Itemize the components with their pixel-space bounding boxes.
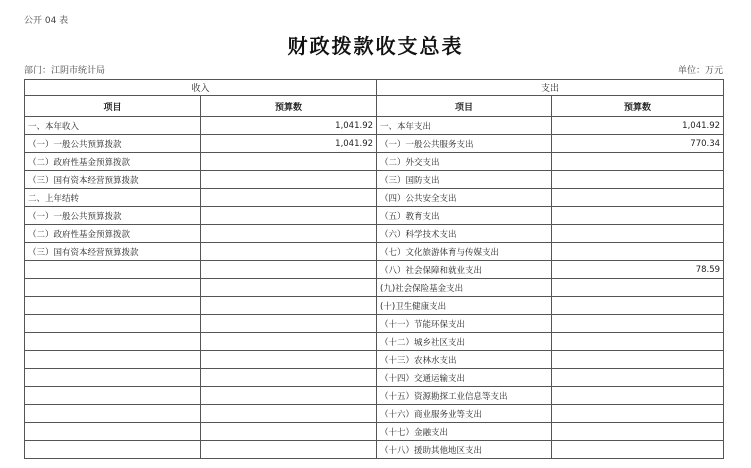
expense-header: 支出 bbox=[377, 80, 724, 96]
income-value-cell bbox=[201, 441, 377, 459]
table-row bbox=[25, 153, 724, 171]
income-item-cell bbox=[25, 351, 201, 369]
income-budget-col: 预算数 bbox=[201, 96, 377, 117]
table-row bbox=[25, 279, 724, 297]
expense-budget-col: 预算数 bbox=[552, 96, 724, 117]
expense-item-cell: (九)社会保险基金支出 bbox=[377, 279, 552, 297]
income-value-cell bbox=[201, 333, 377, 351]
table-row bbox=[25, 333, 724, 351]
expense-item-cell: （三）国防支出 bbox=[377, 171, 552, 189]
expense-value-cell bbox=[552, 189, 724, 207]
expense-item-cell: （五）教育支出 bbox=[377, 207, 552, 225]
expense-item-cell: （十二）城乡社区支出 bbox=[377, 333, 552, 351]
table-row bbox=[25, 243, 724, 261]
expense-item-cell: （六）科学技术支出 bbox=[377, 225, 552, 243]
income-value-cell: 1,041.92 bbox=[201, 135, 377, 153]
budget-table bbox=[24, 79, 724, 459]
income-item-cell: （二）政府性基金预算拨款 bbox=[25, 225, 201, 243]
income-item-cell bbox=[25, 441, 201, 459]
table-row bbox=[25, 315, 724, 333]
income-value-cell bbox=[201, 423, 377, 441]
expense-item-cell: （四）公共安全支出 bbox=[377, 189, 552, 207]
income-value-cell bbox=[201, 207, 377, 225]
table-row bbox=[25, 423, 724, 441]
expense-value-cell bbox=[552, 351, 724, 369]
expense-item-cell: （十三）农林水支出 bbox=[377, 351, 552, 369]
income-value-cell bbox=[201, 405, 377, 423]
department-label: 部门：江阴市统计局 bbox=[24, 66, 106, 76]
expense-value-cell: 770.34 bbox=[552, 135, 724, 153]
income-value-cell bbox=[201, 315, 377, 333]
income-item-cell bbox=[25, 369, 201, 387]
expense-value-cell: 78.59 bbox=[552, 261, 724, 279]
table-row bbox=[25, 297, 724, 315]
expense-item-cell: （十七）金融支出 bbox=[377, 423, 552, 441]
income-value-cell bbox=[201, 369, 377, 387]
expense-item-cell: （十四）交通运输支出 bbox=[377, 369, 552, 387]
expense-item-cell: （八）社会保障和就业支出 bbox=[377, 261, 552, 279]
income-value-cell bbox=[201, 171, 377, 189]
income-item-cell bbox=[25, 333, 201, 351]
income-header: 收入 bbox=[25, 80, 377, 96]
table-row bbox=[25, 441, 724, 459]
page-title: 财政拨款收支总表 bbox=[287, 34, 464, 58]
expense-value-cell bbox=[552, 207, 724, 225]
expense-value-cell bbox=[552, 279, 724, 297]
income-item-cell bbox=[25, 315, 201, 333]
table-row bbox=[25, 171, 724, 189]
income-value-cell bbox=[201, 153, 377, 171]
income-item-cell bbox=[25, 405, 201, 423]
table-row bbox=[25, 225, 724, 243]
income-value-cell: 1,041.92 bbox=[201, 117, 377, 135]
expense-item-cell: （十六）商业服务业等支出 bbox=[377, 405, 552, 423]
unit-label: 单位：万元 bbox=[677, 66, 723, 76]
expense-value-cell bbox=[552, 333, 724, 351]
income-value-cell bbox=[201, 279, 377, 297]
income-value-cell bbox=[201, 387, 377, 405]
expense-item-cell: （十一）节能环保支出 bbox=[377, 315, 552, 333]
expense-value-cell bbox=[552, 225, 724, 243]
expense-item-cell: （一）一般公共服务支出 bbox=[377, 135, 552, 153]
income-item-cell: （一）一般公共预算拨款 bbox=[25, 207, 201, 225]
expense-item-cell: （二）外交支出 bbox=[377, 153, 552, 171]
income-value-cell bbox=[201, 351, 377, 369]
income-item-cell: （一）一般公共预算拨款 bbox=[25, 135, 201, 153]
table-row bbox=[25, 189, 724, 207]
income-value-cell bbox=[201, 261, 377, 279]
expense-value-cell bbox=[552, 315, 724, 333]
table-row bbox=[25, 207, 724, 225]
income-value-cell bbox=[201, 297, 377, 315]
expense-item-cell: (十)卫生健康支出 bbox=[377, 297, 552, 315]
expense-item-cell: （十五）资源勘探工业信息等支出 bbox=[377, 387, 552, 405]
table-row bbox=[25, 261, 724, 279]
table-row bbox=[25, 351, 724, 369]
table-row bbox=[25, 135, 724, 153]
expense-value-cell: 1,041.92 bbox=[552, 117, 724, 135]
table-row bbox=[25, 405, 724, 423]
income-item-cell: 一、本年收入 bbox=[25, 117, 201, 135]
income-item-col: 项目 bbox=[25, 96, 201, 117]
expense-value-cell bbox=[552, 153, 724, 171]
income-item-cell bbox=[25, 261, 201, 279]
expense-value-cell bbox=[552, 387, 724, 405]
income-value-cell bbox=[201, 225, 377, 243]
table-row bbox=[25, 369, 724, 387]
expense-value-cell bbox=[552, 297, 724, 315]
expense-item-col: 项目 bbox=[377, 96, 552, 117]
form-code: 公开 04 表 bbox=[24, 16, 69, 26]
income-item-cell: （二）政府性基金预算拨款 bbox=[25, 153, 201, 171]
expense-value-cell bbox=[552, 171, 724, 189]
expense-item-cell: （十八）援助其他地区支出 bbox=[377, 441, 552, 459]
expense-value-cell bbox=[552, 243, 724, 261]
table-row bbox=[25, 387, 724, 405]
income-value-cell bbox=[201, 243, 377, 261]
income-value-cell bbox=[201, 189, 377, 207]
expense-item-cell: 一、本年支出 bbox=[377, 117, 552, 135]
expense-item-cell: （七）文化旅游体育与传媒支出 bbox=[377, 243, 552, 261]
income-item-cell bbox=[25, 279, 201, 297]
income-item-cell bbox=[25, 387, 201, 405]
expense-value-cell bbox=[552, 405, 724, 423]
expense-value-cell bbox=[552, 423, 724, 441]
income-item-cell: （三）国有资本经营预算拨款 bbox=[25, 171, 201, 189]
income-item-cell bbox=[25, 423, 201, 441]
table-row bbox=[25, 117, 724, 135]
income-item-cell: （三）国有资本经营预算拨款 bbox=[25, 243, 201, 261]
income-item-cell bbox=[25, 297, 201, 315]
expense-value-cell bbox=[552, 369, 724, 387]
income-item-cell: 二、上年结转 bbox=[25, 189, 201, 207]
expense-value-cell bbox=[552, 441, 724, 459]
